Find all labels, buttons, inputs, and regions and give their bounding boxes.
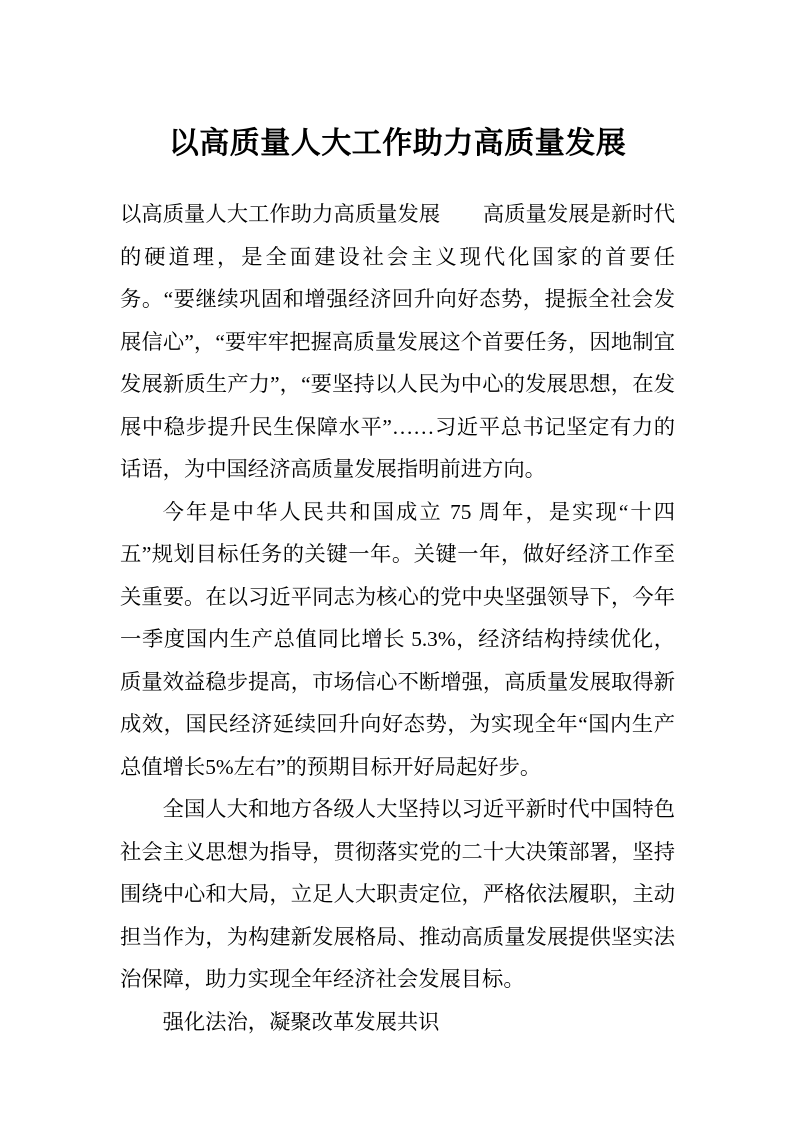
paragraph-subheading-rule-of-law: 强化法治，凝聚改革发展共识 [162, 1009, 440, 1034]
paragraph-npc-work: 全国人大和地方各级人大坚持以习近平新时代中国特色社会主义思想为指导，贯彻落实党的二十大决策部署，坚持围绕中心和大局，立足人大职责定位，严格依法履职，主动担当作为，为构建新发展格局、推动高质量发展提供坚实法治保障，助力实现全年经济社会发展目标。 [120, 797, 675, 991]
paragraph-anniversary: 今年是中华人民共和国成立 75 周年，是实现“十四五”规划目标任务的关键一年。关键一年，做好经济工作至关重要。在以习近平同志为核心的党中央坚强领导下，今年一季度国内生产总值同比增长 5.3%，经济结构持续优化，质量效益稳步提高，市场信心不断增强，高质量发展取得新成效，国民经济延续回升向好态势，为实现全年“国内生产总值增长5%左右”的预期目标开好局起好步。 [120, 499, 675, 779]
document-title: 以高质量人大工作助力高质量发展 [168, 127, 627, 160]
paragraph-intro: 以高质量人大工作助力高质量发展 高质量发展是新时代的硬道理，是全面建设社会主义现代化国家的首要任务。“要继续巩固和增强经济回升向好态势，提振全社会发展信心”，“要牢牢把握高质量发展这个首要任务，因地制宜发展新质生产力”，“要坚持以人民为中心的发展思想，在发展中稳步提升民生保障水平”……习近平总书记坚定有力的话语，为中国经济高质量发展指明前进方向。 [120, 202, 675, 481]
document-body [120, 122, 675, 1043]
